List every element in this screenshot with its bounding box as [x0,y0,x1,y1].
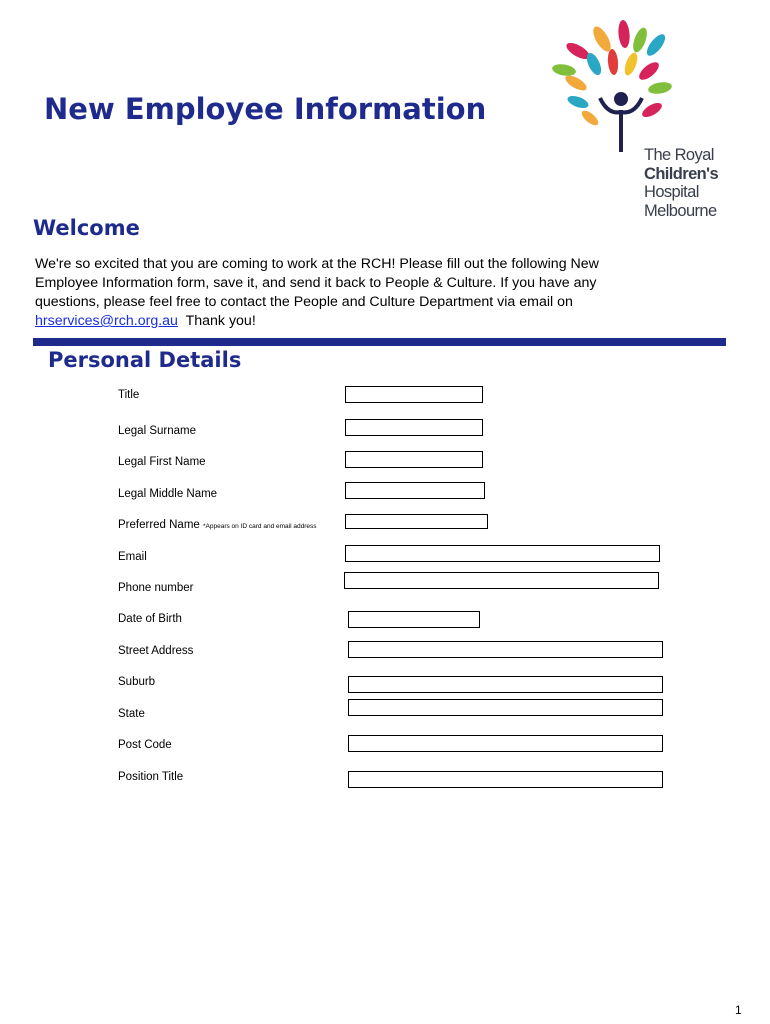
label-title: Title [118,389,140,401]
tree-logo-icon [548,20,708,155]
logo-line-2: Children's [644,164,719,183]
position-title-field[interactable] [348,771,663,788]
welcome-body: We're so excited that you are coming to work at the RCH! Please fill out the following New Employee Information form, save it, and send it back to People & Culture. If you have any questions, please feel free to contact the People and Culture Department via email on [35,256,599,310]
page-number: 1 [735,1003,742,1017]
label-preferred-name [118,519,316,531]
post-code-field[interactable] [348,735,663,752]
label-legal-first-name: Legal First Name [118,456,206,468]
personal-details-heading: Personal Details [48,348,242,372]
label-legal-surname: Legal Surname [118,425,196,437]
welcome-heading: Welcome [33,216,140,240]
email-field[interactable] [345,545,660,562]
legal-surname-field[interactable] [345,419,483,436]
label-state: State [118,708,145,720]
title-field[interactable] [345,386,483,403]
label-suburb: Suburb [118,676,156,688]
rch-logo [548,20,708,160]
section-divider [33,338,726,346]
street-address-field[interactable] [348,641,663,658]
state-field[interactable] [348,699,663,716]
welcome-paragraph [35,255,655,331]
label-date-of-birth: Date of Birth [118,613,182,625]
phone-number-field[interactable] [344,572,659,589]
suburb-field[interactable] [348,676,663,693]
label-phone-number: Phone number [118,582,194,594]
label-email: Email [118,551,147,563]
legal-first-name-field[interactable] [345,451,483,468]
welcome-closing: Thank you! [185,313,256,329]
logo-wordmark [644,146,718,220]
label-street-address: Street Address [118,645,194,657]
logo-line-1: The Royal [644,146,714,164]
label-legal-middle-name: Legal Middle Name [118,488,218,500]
label-post-code: Post Code [118,739,172,751]
preferred-name-field[interactable] [345,514,488,529]
label-position-title: Position Title [118,771,184,783]
logo-line-4: Melbourne [644,201,717,220]
preferred-name-text: Preferred Name [118,519,200,531]
logo-line-3: Hospital [644,183,699,201]
date-of-birth-field[interactable] [348,611,480,628]
preferred-name-note: *Appears on ID card and email address [203,523,317,530]
hr-email-link[interactable]: hrservices@rch.org.au [35,313,178,329]
legal-middle-name-field[interactable] [345,482,485,499]
page-title: New Employee Information [44,92,487,126]
